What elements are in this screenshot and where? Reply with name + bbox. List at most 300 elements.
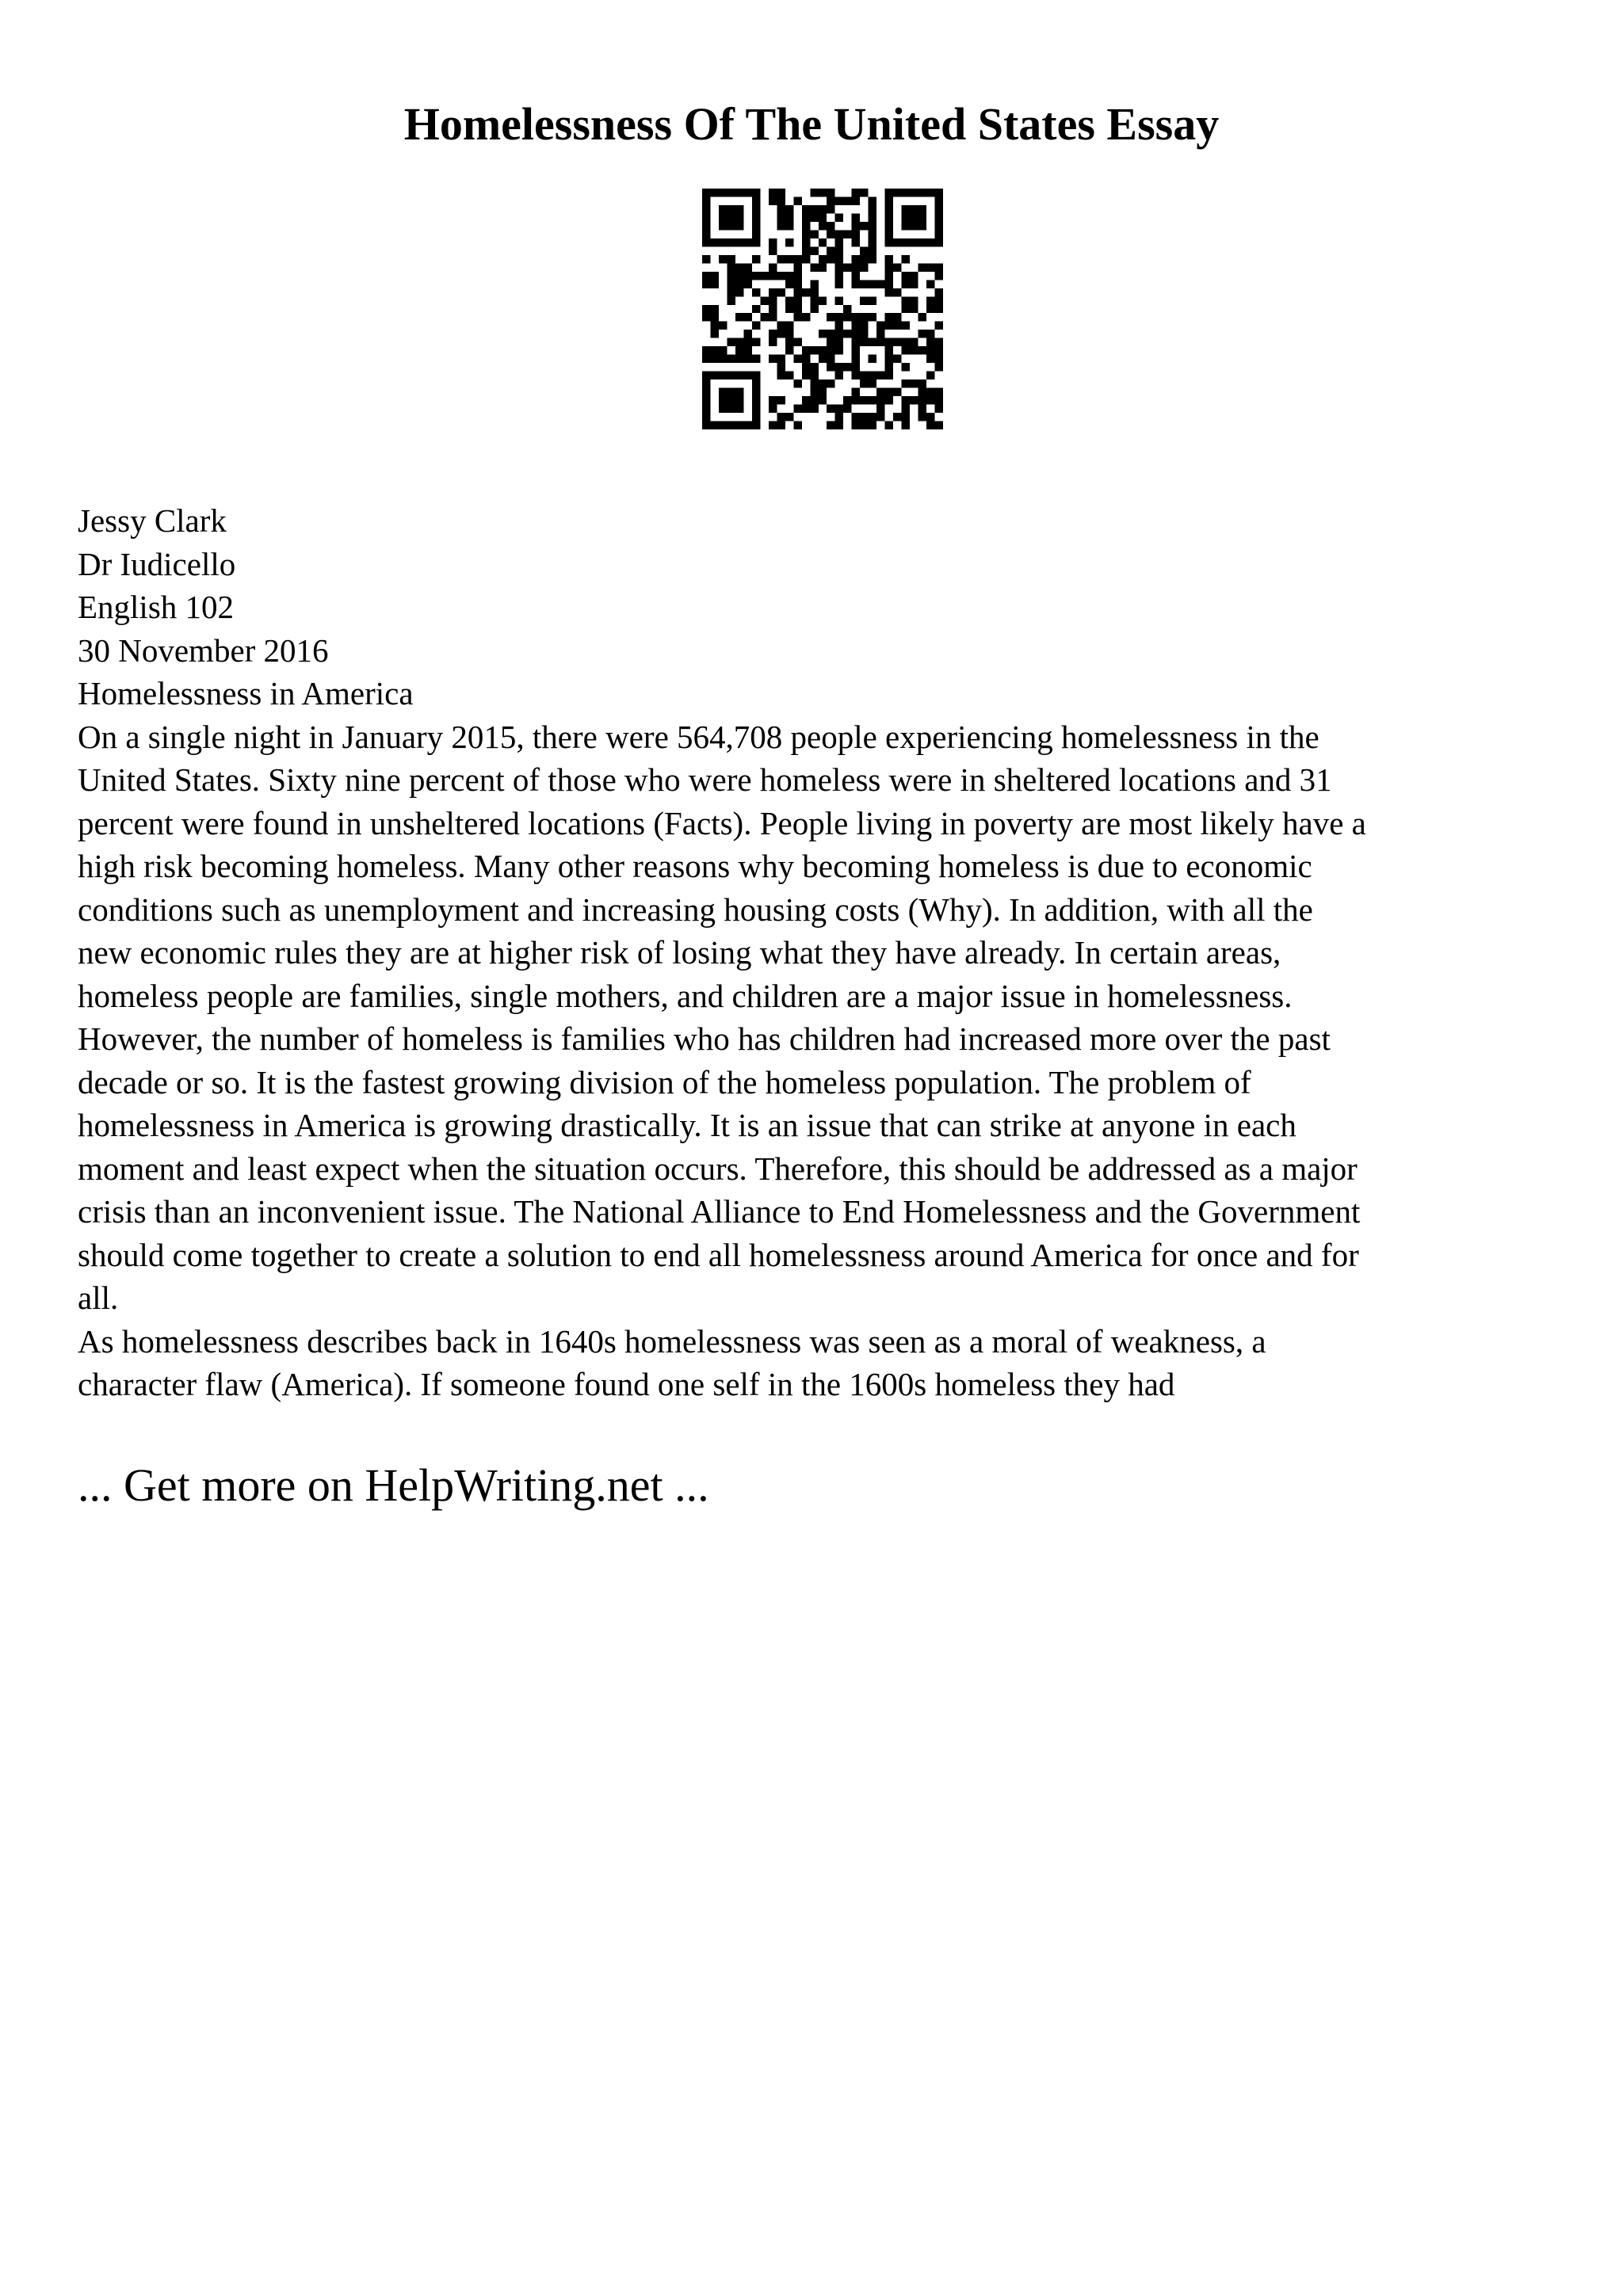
- qr-module: [935, 322, 943, 330]
- qr-module: [777, 396, 785, 404]
- qr-module: [752, 213, 760, 221]
- qr-module: [743, 421, 751, 429]
- qr-module: [902, 421, 910, 429]
- qr-module: [902, 379, 910, 387]
- qr-module: [852, 338, 860, 346]
- qr-module: [869, 355, 876, 363]
- qr-module: [869, 379, 876, 387]
- qr-module: [735, 313, 743, 321]
- qr-module: [727, 205, 735, 213]
- qr-module: [702, 238, 710, 246]
- qr-module: [819, 238, 827, 246]
- qr-module: [719, 322, 727, 330]
- qr-module: [827, 205, 834, 213]
- qr-module: [702, 189, 710, 196]
- qr-module: [893, 388, 901, 396]
- qr-module: [802, 363, 810, 371]
- qr-module: [752, 372, 760, 379]
- qr-module: [852, 396, 860, 404]
- qr-module: [735, 346, 743, 354]
- qr-module: [835, 238, 843, 246]
- qr-module: [827, 405, 834, 413]
- qr-module: [827, 363, 834, 371]
- qr-module: [752, 338, 760, 346]
- qr-module: [918, 379, 926, 387]
- qr-module: [735, 396, 743, 404]
- qr-module: [918, 330, 926, 338]
- qr-module: [843, 363, 851, 371]
- qr-module: [885, 355, 893, 363]
- qr-module: [710, 355, 718, 363]
- qr-module: [910, 296, 918, 304]
- qr-module: [869, 196, 876, 204]
- qr-module: [869, 338, 876, 346]
- qr-module: [852, 280, 860, 288]
- qr-module: [727, 222, 735, 230]
- qr-module: [719, 405, 727, 413]
- qr-module: [802, 313, 810, 321]
- qr-module: [793, 405, 801, 413]
- qr-module: [885, 238, 893, 246]
- qr-module: [810, 396, 818, 404]
- qr-module: [935, 288, 943, 296]
- qr-module: [918, 405, 926, 413]
- qr-module: [843, 330, 851, 338]
- qr-module: [827, 338, 834, 346]
- qr-module: [702, 405, 710, 413]
- qr-module: [743, 346, 751, 354]
- qr-module: [869, 205, 876, 213]
- qr-module: [902, 189, 910, 196]
- qr-module: [810, 189, 818, 196]
- qr-module: [802, 372, 810, 379]
- paragraph-line: high risk becoming homeless. Many other reasons why becoming homeless is due to economic: [78, 848, 1312, 884]
- qr-module: [769, 196, 777, 204]
- qr-module: [727, 372, 735, 379]
- qr-module: [819, 189, 827, 196]
- qr-module: [727, 280, 735, 288]
- qr-module: [935, 213, 943, 221]
- qr-module: [860, 296, 868, 304]
- qr-module: [743, 238, 751, 246]
- qr-module: [852, 255, 860, 263]
- qr-module: [885, 255, 893, 263]
- qr-module: [777, 213, 785, 221]
- qr-module: [735, 272, 743, 280]
- qr-module: [810, 346, 818, 354]
- paragraph-line: homelessness in America is growing drastically. It is an issue that can strike at anyone in each: [78, 1107, 1296, 1143]
- qr-module: [918, 263, 926, 271]
- qr-module: [852, 196, 860, 204]
- qr-module: [743, 338, 751, 346]
- qr-module: [710, 330, 718, 338]
- qr-module: [910, 305, 918, 313]
- qr-module: [852, 263, 860, 271]
- qr-module: [860, 413, 868, 421]
- qr-module: [743, 355, 751, 363]
- qr-module: [810, 246, 818, 254]
- qr-module: [926, 396, 934, 404]
- qr-module: [893, 322, 901, 330]
- qr-module: [802, 355, 810, 363]
- qr-module: [843, 396, 851, 404]
- qr-module: [710, 322, 718, 330]
- qr-module: [835, 272, 843, 280]
- qr-module: [860, 189, 868, 196]
- qr-module: [926, 421, 934, 429]
- qr-module: [743, 330, 751, 338]
- qr-module: [719, 396, 727, 404]
- qr-module: [910, 238, 918, 246]
- qr-module: [785, 338, 793, 346]
- essay-date: 30 November 2016: [78, 631, 329, 669]
- qr-module: [902, 280, 910, 288]
- qr-module: [843, 263, 851, 271]
- qr-module: [902, 413, 910, 421]
- qr-module: [752, 205, 760, 213]
- qr-module: [876, 396, 884, 404]
- qr-module: [777, 288, 785, 296]
- qr-module: [719, 388, 727, 396]
- qr-module: [702, 272, 710, 280]
- paragraph-line: conditions such as unemployment and increasing housing costs (Why). In addition, with all the: [78, 891, 1313, 928]
- qr-module: [769, 296, 777, 304]
- qr-module: [793, 196, 801, 204]
- qr-module: [935, 296, 943, 304]
- qr-module: [702, 355, 710, 363]
- qr-module: [727, 238, 735, 246]
- qr-module: [760, 296, 768, 304]
- qr-module: [869, 396, 876, 404]
- qr-module: [777, 255, 785, 263]
- qr-module: [835, 313, 843, 321]
- qr-module: [885, 322, 893, 330]
- qr-module: [752, 255, 760, 263]
- essay-body: [78, 499, 1568, 1406]
- qr-module: [777, 421, 785, 429]
- qr-module: [885, 346, 893, 354]
- qr-module: [785, 222, 793, 230]
- qr-module: [885, 421, 893, 429]
- qr-module: [876, 405, 884, 413]
- qr-module: [869, 413, 876, 421]
- qr-module: [819, 213, 827, 221]
- qr-module: [727, 213, 735, 221]
- qr-module: [869, 238, 876, 246]
- qr-module: [702, 205, 710, 213]
- qr-module: [702, 313, 710, 321]
- paragraph-line: all.: [78, 1280, 119, 1316]
- qr-module: [893, 355, 901, 363]
- qr-module: [793, 313, 801, 321]
- qr-module: [793, 355, 801, 363]
- qr-module: [785, 272, 793, 280]
- qr-module: [835, 322, 843, 330]
- paragraph-line: crisis than an inconvenient issue. The National Alliance to End Homelessness and the Government: [78, 1193, 1361, 1230]
- qr-module: [918, 313, 926, 321]
- qr-module: [843, 305, 851, 313]
- qr-module: [702, 222, 710, 230]
- qr-module: [935, 189, 943, 196]
- qr-module: [777, 196, 785, 204]
- paragraph-line: United States. Sixty nine percent of those who were homeless were in sheltered locations and 31: [78, 761, 1332, 798]
- qr-module: [735, 280, 743, 288]
- qr-module: [902, 222, 910, 230]
- qr-module: [810, 372, 818, 379]
- qr-module: [827, 246, 834, 254]
- qr-module: [918, 346, 926, 354]
- qr-module: [869, 222, 876, 230]
- qr-module: [752, 388, 760, 396]
- qr-module: [852, 322, 860, 330]
- qr-module: [793, 421, 801, 429]
- qr-module: [869, 313, 876, 321]
- qr-module: [835, 372, 843, 379]
- qr-module: [777, 322, 785, 330]
- qr-module: [710, 272, 718, 280]
- qr-module: [710, 280, 718, 288]
- qr-module: [910, 396, 918, 404]
- qr-module: [802, 246, 810, 254]
- qr-module: [777, 189, 785, 196]
- qr-module: [735, 338, 743, 346]
- qr-module: [885, 280, 893, 288]
- qr-module: [702, 372, 710, 379]
- qr-module: [935, 230, 943, 238]
- qr-module: [719, 213, 727, 221]
- qr-module: [835, 338, 843, 346]
- qr-module: [727, 296, 735, 304]
- qr-module: [752, 272, 760, 280]
- qr-module: [852, 388, 860, 396]
- qr-module: [793, 288, 801, 296]
- paragraph-line: On a single night in January 2015, there were 564,708 people experiencing homelessness in the: [78, 718, 1319, 755]
- paragraph-line: character flaw (America). If someone found one self in the 1600s homeless they had: [78, 1366, 1175, 1402]
- qr-module: [910, 189, 918, 196]
- qr-module: [910, 272, 918, 280]
- qr-module: [719, 372, 727, 379]
- qr-module: [876, 372, 884, 379]
- qr-module: [893, 338, 901, 346]
- qr-module: [760, 272, 768, 280]
- qr-module: [935, 222, 943, 230]
- qr-module: [719, 238, 727, 246]
- qr-module: [860, 222, 868, 230]
- qr-module: [810, 379, 818, 387]
- qr-code-icon: [702, 189, 943, 429]
- qr-module: [769, 305, 777, 313]
- qr-module: [752, 222, 760, 230]
- qr-module: [885, 338, 893, 346]
- qr-module: [735, 372, 743, 379]
- qr-module: [860, 263, 868, 271]
- qr-module: [727, 263, 735, 271]
- qr-module: [902, 405, 910, 413]
- qr-module: [752, 413, 760, 421]
- qr-module: [902, 363, 910, 371]
- paragraph-line: However, the number of homeless is families who has children had increased more over the past: [78, 1020, 1331, 1057]
- qr-module: [743, 280, 751, 288]
- qr-module: [819, 388, 827, 396]
- qr-module: [902, 272, 910, 280]
- qr-module: [860, 322, 868, 330]
- qr-module: [869, 255, 876, 263]
- qr-module: [819, 379, 827, 387]
- qr-module: [727, 388, 735, 396]
- qr-module: [926, 296, 934, 304]
- qr-module: [926, 372, 934, 379]
- qr-module: [918, 189, 926, 196]
- qr-module: [793, 272, 801, 280]
- author-name: Jessy Clark: [78, 502, 227, 539]
- paragraph-line: homeless people are families, single mothers, and children are a major issue in homelessness.: [78, 977, 1293, 1014]
- qr-module: [752, 288, 760, 296]
- qr-module: [785, 413, 793, 421]
- qr-module: [902, 322, 910, 330]
- qr-module: [727, 288, 735, 296]
- qr-module: [835, 330, 843, 338]
- qr-module: [926, 280, 934, 288]
- qr-module: [752, 238, 760, 246]
- qr-module: [935, 388, 943, 396]
- qr-module: [785, 255, 793, 263]
- qr-module: [735, 189, 743, 196]
- qr-module: [785, 205, 793, 213]
- qr-module: [810, 280, 818, 288]
- qr-module: [785, 372, 793, 379]
- qr-module: [810, 213, 818, 221]
- qr-module: [719, 222, 727, 230]
- qr-module: [819, 222, 827, 230]
- qr-module: [743, 372, 751, 379]
- qr-module: [769, 355, 777, 363]
- qr-module: [810, 405, 818, 413]
- qr-module: [935, 272, 943, 280]
- qr-module: [935, 421, 943, 429]
- qr-module: [702, 413, 710, 421]
- qr-module: [835, 246, 843, 254]
- qr-module: [918, 205, 926, 213]
- qr-module: [769, 330, 777, 338]
- qr-module: [852, 272, 860, 280]
- qr-module: [735, 213, 743, 221]
- qr-module: [852, 189, 860, 196]
- qr-module: [719, 346, 727, 354]
- qr-module: [735, 263, 743, 271]
- qr-module: [769, 246, 777, 254]
- qr-module: [777, 272, 785, 280]
- qr-module: [935, 263, 943, 271]
- qr-module: [727, 405, 735, 413]
- qr-module: [819, 355, 827, 363]
- qr-module: [827, 222, 834, 230]
- qr-module: [869, 280, 876, 288]
- instructor-name: Dr Iudicello: [78, 545, 236, 582]
- qr-module: [727, 396, 735, 404]
- qr-module: [810, 205, 818, 213]
- qr-module: [918, 413, 926, 421]
- qr-module: [835, 255, 843, 263]
- qr-module: [752, 196, 760, 204]
- qr-module: [876, 322, 884, 330]
- qr-module: [827, 346, 834, 354]
- qr-module: [835, 363, 843, 371]
- paragraph-line: moment and least expect when the situation occurs. Therefore, this should be addressed as a major: [78, 1150, 1358, 1187]
- qr-module: [835, 405, 843, 413]
- qr-module: [876, 338, 884, 346]
- paragraph-line: As homelessness describes back in 1640s homelessness was seen as a moral of weakness, a: [78, 1322, 1266, 1360]
- qr-module: [885, 363, 893, 371]
- qr-module: [727, 355, 735, 363]
- qr-module: [852, 372, 860, 379]
- qr-module: [926, 346, 934, 354]
- qr-module: [710, 238, 718, 246]
- qr-module: [735, 288, 743, 296]
- qr-module: [819, 346, 827, 354]
- qr-module: [827, 189, 834, 196]
- qr-module: [893, 263, 901, 271]
- qr-module: [827, 255, 834, 263]
- qr-module: [935, 205, 943, 213]
- qr-module: [869, 421, 876, 429]
- qr-module: [777, 363, 785, 371]
- qr-module: [752, 396, 760, 404]
- qr-module: [752, 305, 760, 313]
- qr-module: [902, 305, 910, 313]
- qr-module: [860, 246, 868, 254]
- qr-module: [852, 313, 860, 321]
- qr-module: [885, 313, 893, 321]
- qr-module: [869, 246, 876, 254]
- qr-module: [735, 205, 743, 213]
- qr-module: [810, 388, 818, 396]
- qr-module: [869, 296, 876, 304]
- qr-module: [926, 330, 934, 338]
- qr-module: [785, 213, 793, 221]
- qr-module: [910, 222, 918, 230]
- qr-module: [802, 288, 810, 296]
- qr-module: [702, 379, 710, 387]
- qr-module: [835, 280, 843, 288]
- qr-module: [702, 213, 710, 221]
- qr-module: [827, 196, 834, 204]
- qr-module: [835, 213, 843, 221]
- qr-module: [785, 330, 793, 338]
- qr-module: [719, 189, 727, 196]
- qr-module: [893, 413, 901, 421]
- qr-module: [902, 238, 910, 246]
- qr-module: [885, 205, 893, 213]
- qr-module: [885, 263, 893, 271]
- qr-module: [793, 338, 801, 346]
- qr-module: [727, 255, 735, 263]
- qr-module: [918, 388, 926, 396]
- qr-module: [785, 305, 793, 313]
- paragraph-line: new economic rules they are at higher risk of losing what they have already. In certain areas,: [78, 934, 1281, 971]
- qr-module: [860, 330, 868, 338]
- qr-module: [769, 272, 777, 280]
- qr-module: [885, 388, 893, 396]
- qr-module: [902, 338, 910, 346]
- qr-module: [926, 305, 934, 313]
- qr-module: [760, 313, 768, 321]
- qr-module: [852, 413, 860, 421]
- qr-module: [902, 396, 910, 404]
- qr-module: [727, 272, 735, 280]
- qr-module: [769, 238, 777, 246]
- get-more-link[interactable]: ... Get more on HelpWriting.net ...: [78, 1459, 709, 1511]
- qr-module: [802, 346, 810, 354]
